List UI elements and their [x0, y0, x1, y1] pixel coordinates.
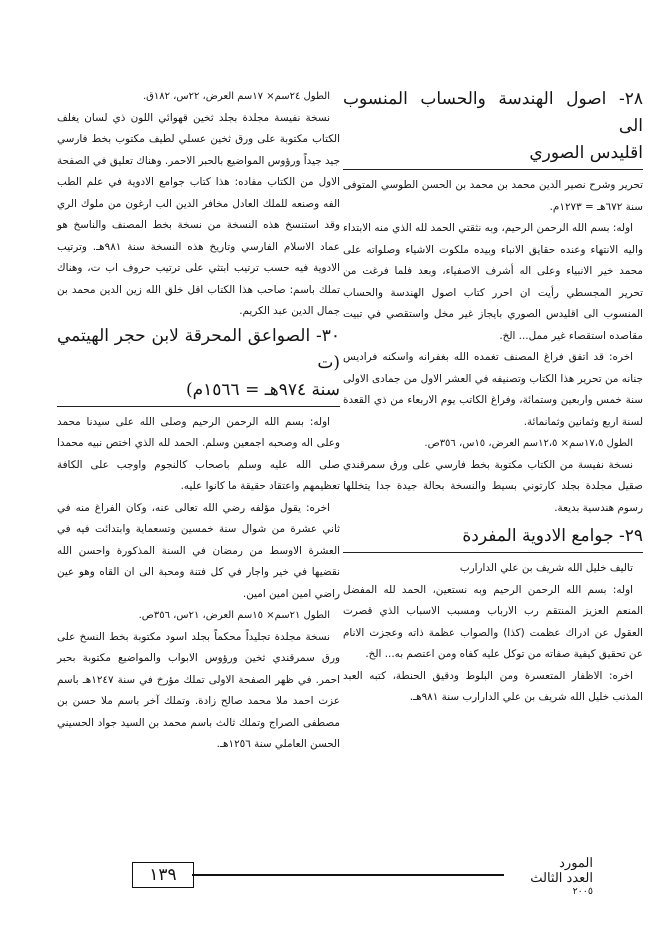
heading-entry-29	[343, 523, 643, 553]
heading-entry-28	[343, 86, 643, 170]
description-paragraph: نسخة نفيسة من الكتاب مكتوبة بخط فارسي على ورق سمرقندي صقيل مجلدة بجلد كارتوني بسيط والنسخة بحالة جيدة جدا يتخللها رسوم هندسية بديعة.	[343, 458, 643, 514]
incipit-paragraph: اوله: بسم الله الرحمن الرحيم وصلى الله على سيدنا محمد وعلى اله وصحبه اجمعين وسلم. الحمد لله الذي اختص نبيه محمدا صلى الله عليه وسلم باصحاب كالنجوم واوجب على الكافة تعظيمهم واعتقاد حقيقة ما كانوا عليه.	[57, 415, 340, 492]
heading-line: اقليدس الصوري	[529, 143, 643, 163]
explicit-paragraph: اخره: قد اتفق فراغ المصنف تغمده الله بغفرانه واسكنه فراديس جنانه من تحرير هذا الكتاب وتصنيفه في العشر الاول من جمادى الاولى سنة خمس واربعين وستمائة، وفراغ الكاتب يوم الاربعاء من ذي القعدة لسنة اربع وثمانين وثمانمائة.	[343, 351, 643, 428]
issue-year: ٢٠٠٥	[572, 886, 593, 897]
dimensions-line: الطول ٢٤سم× ١٧سم العرض، ٢٢س، ١٨٢ق.	[142, 91, 330, 102]
heading-entry-30	[57, 323, 340, 407]
description-paragraph: نسخة مجلدة تجليداً محكماً بجلد اسود مكتوبة بخط النسخ على ورق سمرقندي ثخين ورؤوس الابواب والمواضيع مكتوبة بحبر احمر. في ظهر الصفحة الاولى تملك مؤرخ في سنة ١٢٤٧هـ باسم عزت احمد ملا محمد صالح زادة. وتملك آخر باسم ملا حسن بن مصطفى الصراج وتملك ثالث باسم محمد بن السيد جواد الحسيني الحسن العاملي سنة ١٢٥٦هـ.	[57, 630, 340, 750]
explicit-paragraph: اخره: الاظفار المتعسرة ومن البلوط ودقيق الحنطة، كتبه العبد المذنب خليل الله شريف بن علي الدارارب سنة ٩٨١هـ.	[343, 669, 643, 703]
heading-line: ٢٩- جوامع الادوية المفردة	[462, 526, 643, 546]
page-number: ١٣٩	[132, 862, 194, 888]
incipit-paragraph: اوله: بسم الله الرحمن الرحيم وبه نستعين، الحمد لله المفضل المنعم العزيز المنتقم رب الارباب ومسبب الاسباب الذي قصرت العقول عن ادراك عظمت (كذا) والصواب عظمة ذاته وعجزت الانام عن تحقيق كيفية صفاته من توكل عليه كفاه ومن اعتصم به... الخ.	[343, 583, 643, 660]
left-column	[57, 86, 340, 756]
right-column	[343, 86, 643, 709]
journal-name	[498, 856, 593, 886]
author-line: تاليف خليل الله شريف بن علي الدارارب	[459, 562, 633, 574]
dimensions-line: الطول ١٧،٥سم× ١٢،٥سم العرض، ١٥س، ٣٥٦ص.	[424, 438, 633, 449]
journal-issue: العدد الثالث	[530, 871, 593, 886]
heading-line: ٢٨- اصول الهندسة والحساب المنسوب الى	[343, 89, 643, 136]
footer-rule	[192, 874, 504, 876]
heading-line: سنة ٩٧٤هـ = ١٥٦٦م)	[185, 379, 340, 400]
heading-line: ٣٠- الصواعق المحرقة لابن حجر الهيتمي (ت	[57, 325, 340, 373]
description-paragraph: نسخة نفيسة مجلدة بجلد ثخين قهوائي اللون ذي لسان يغلف الكتاب مكتوبة على ورق ثخين عسلي لطيف مكتوب بخط فارسي جيد جيداً ورؤوس المواضيع بالحبر الاحمر. وهناك تعليق في الصفحة الاول من الكتاب مفاده: هذا كتاب جوامع الادوية في علم الطب الفه وصنعه للملك العادل مخافر الدين الب ارغون من ملوك الري وقد استنسخ هذه النسخة من نسخة بخط المصنف والناسخ هو عماد الاسلام الفارسي وتاريخ هذه النسخة سنة ٩٨١هـ. وترتيب الادوية فيه حسب ترتيب ابتثي على ترتيب حروف اب ت، وهناك تملك باسم: صاحب هذا الكتاب اقل خلق الله زين الدين محمد بن جمال الدين عبد الكريم.	[56, 111, 340, 317]
incipit-paragraph: اوله: بسم الله الرحمن الرحيم، وبه نثقتي الحمد لله الذي منه الابتداء واليه الانتهاء وعنده حقايق الانباء وبيده ملكوت الاشياء وصلواته على محمد خير الانبياء وعلى اله أشرف الاصفياء، وبعد فلما فرغت من تحرير المجسطي رأيت ان احرر كتاب اصول الهندسة والحساب المنسوب الى اقليدس الصوري بايجاز غير مخل واستقصي في تبيت مقاصده استقصاء غير ممل... الخ.	[343, 222, 643, 342]
page-footer	[60, 838, 625, 898]
journal-title: المورد	[559, 856, 593, 871]
author-line: تحرير وشرح نصير الدين محمد بن محمد بن الحسن الطوسي المتوفى سنة ٦٧٢هـ = ١٢٧٣م.	[343, 179, 643, 213]
explicit-paragraph: اخره: يقول مؤلفه رضي الله تعالى عنه، وكان الفراغ منه في ثاني عشرة من شوال سنة خمسين وتسعماية وابتدائت فيه في العشرة الاوسط من رمضان في السنة المذكورة واحسن الله نقضيها في خير واجار في كل فتنة ومحبة الى ان القاه وهو عين راضي امين امين امين.	[57, 501, 340, 600]
dimensions-line: الطول ٢١سم× ١٥سم العرض، ٢١س، ٣٥٦ص.	[138, 610, 330, 621]
